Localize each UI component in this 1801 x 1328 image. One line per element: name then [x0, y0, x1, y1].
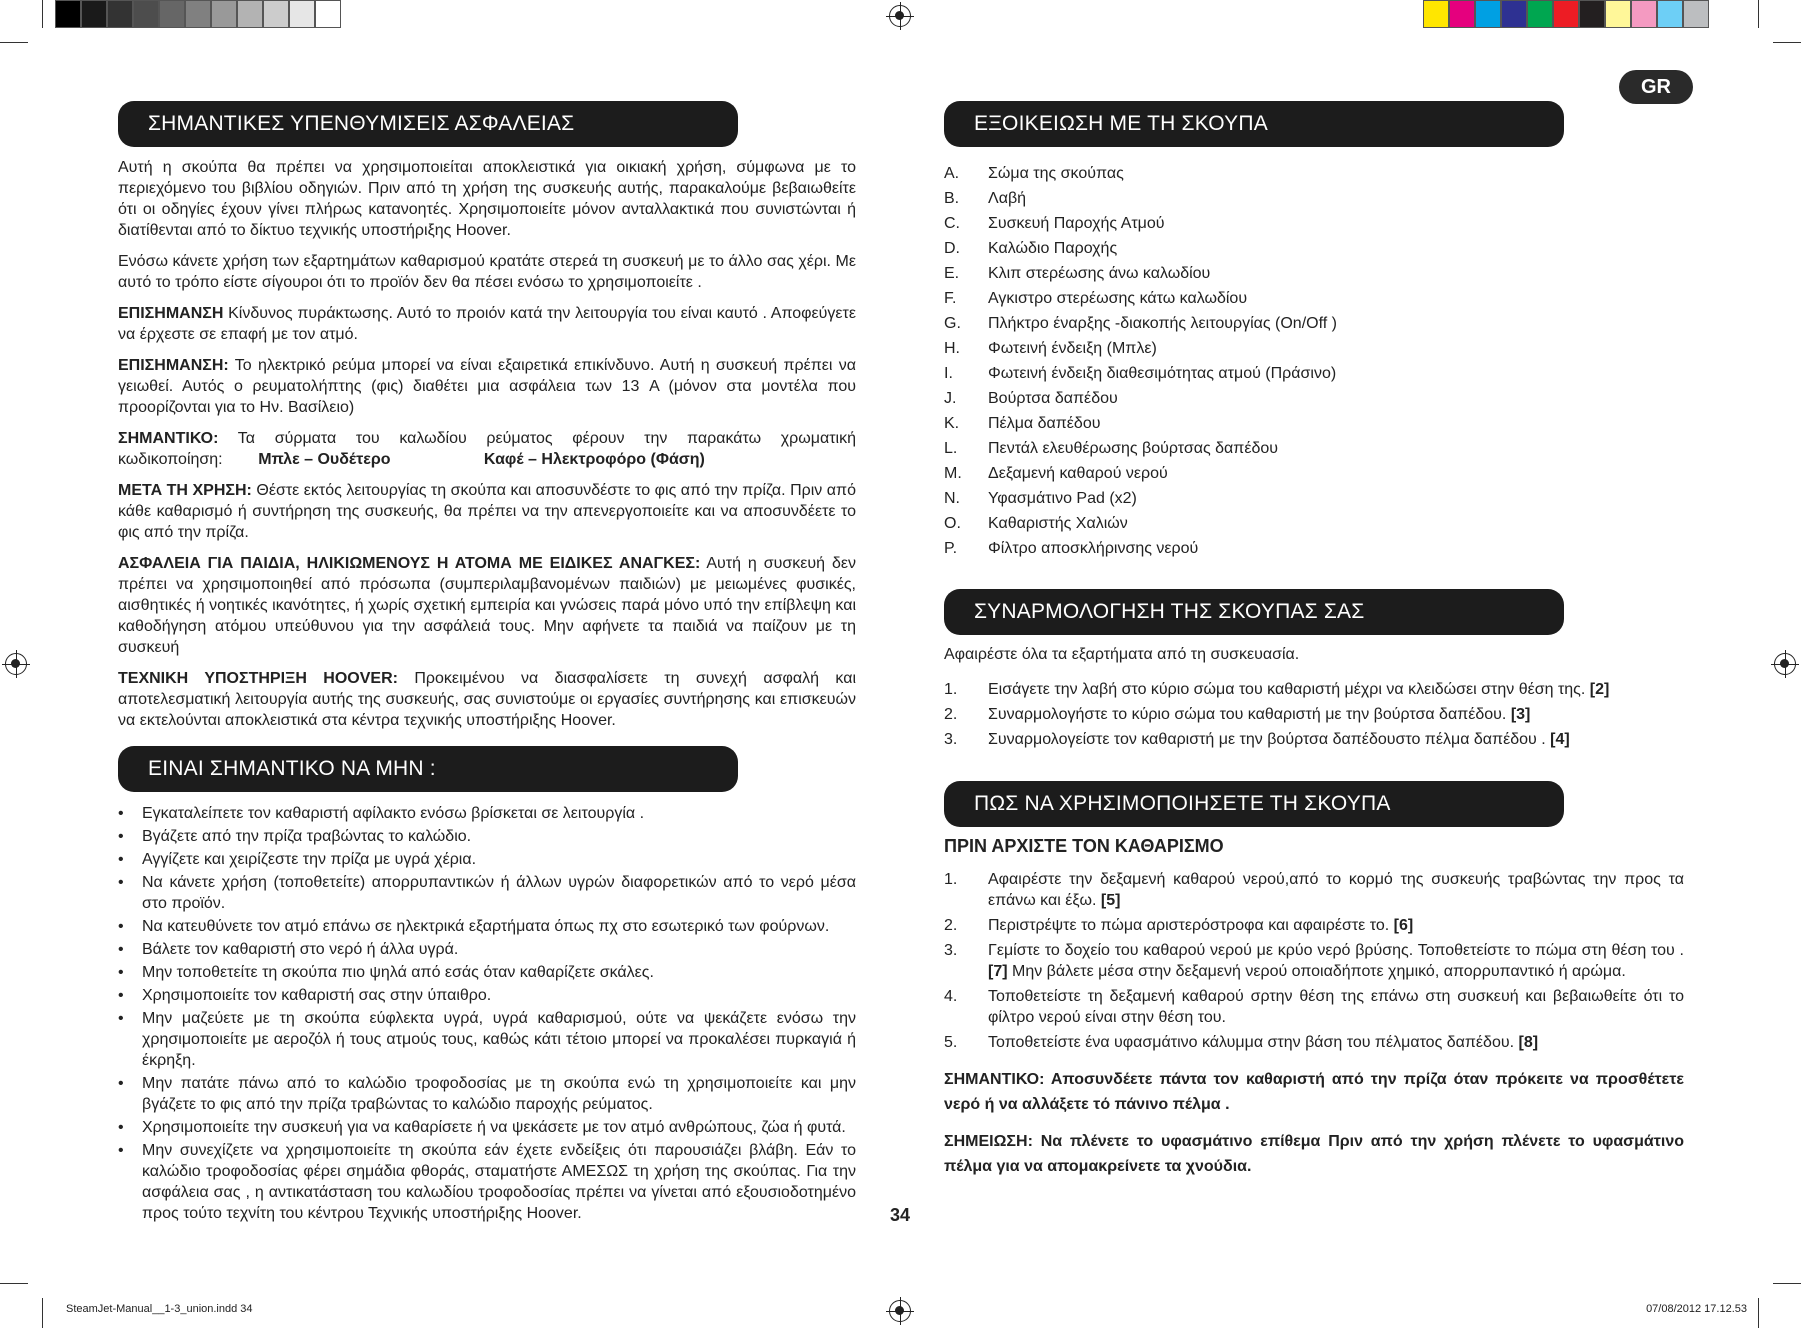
step-number: 5. — [944, 1034, 958, 1051]
paragraph-label: ΑΣΦΑΛΕΙΑ ΓΙΑ ΠΑΙΔΙΑ, ΗΛΙΚΙΩΜΕΝΟΥΣ Η ΑΤΟΜΑ ΜΕ ΕΙΔΙΚΕΣ ΑΝΑΓΚΕΣ: — [118, 555, 701, 572]
dont-list — [118, 803, 856, 1226]
color-swatch — [1683, 0, 1709, 28]
dont-list-item — [118, 985, 856, 1006]
crop-mark — [0, 1283, 28, 1284]
part-label: Πεντάλ ελευθέρωσης βούρτσας δαπέδου — [988, 440, 1279, 457]
dont-item-text: Μην πατάτε πάνω από το καλώδιο τροφοδοσίας με τη σκούπα ενώ τη χρησιμοποιείτε και μην βγάζετε το φις από την πρίζα τραβώντας το καλώδιο παροχής ρεύματος. — [142, 1075, 856, 1113]
safety-text-block — [118, 157, 856, 741]
parts-list-item — [944, 388, 1684, 409]
paragraph-text: Προκειμένου να διασφαλίσετε τη συνεχή ασφαλή και αποτελεσματική λειτουργία αυτής της συσκευής, σας συνιστούμε οι εργασίες συντήρησης και επισκευών να εκτελούνται αποκλειστικά στα κέντρα τεχνικής υποστήριξης Hoover. — [118, 670, 856, 729]
remark-note: ΣΗΜΕΙΩΣΗ: Να πλένετε το υφασμάτινο επίθεμα Πριν από την χρήση πλένετε το υφασμάτινο πέλμα για να απομακρείνετε τα χνούδια. — [944, 1133, 1684, 1175]
wire-blue-label: Μπλε – Ουδέτερο — [258, 451, 391, 468]
dont-list-item — [118, 962, 856, 983]
step-text: Αφαιρέστε την δεξαμενή καθαρού νερού,από το κορμό της συσκευής τραβώντας την προς τα επάνω και έξω. — [988, 871, 1684, 909]
safety-paragraph — [118, 355, 856, 418]
part-label: Φίλτρο αποσκλήρινσης νερού — [988, 540, 1199, 557]
crop-mark — [42, 1298, 43, 1328]
part-label: Λαβή — [988, 190, 1027, 207]
color-swatch — [1657, 0, 1683, 28]
crop-mark — [1773, 1283, 1801, 1284]
step-text: Γεμίστε το δοχείο του καθαρού νερού με κρύο νερό βρύσης. Τοποθετείστε το πώμα στη θέση του . — [988, 942, 1684, 959]
dont-list-item — [118, 916, 856, 937]
dont-list-item — [118, 803, 856, 824]
use-step — [944, 986, 1684, 1028]
safety-paragraph — [118, 553, 856, 658]
use-step — [944, 940, 1684, 982]
parts-list-item — [944, 338, 1684, 359]
color-swatch — [1527, 0, 1553, 28]
color-swatch — [185, 0, 211, 28]
use-block — [944, 836, 1684, 1191]
step-text: Τοποθετείστε ένα υφασμάτινο κάλυμμα στην βάση του πέλματος δαπέδου. — [988, 1034, 1519, 1051]
parts-list-item — [944, 488, 1684, 509]
part-label: Καθαριστής Χαλιών — [988, 515, 1128, 532]
dont-list-item — [118, 849, 856, 870]
bullet-icon: • — [118, 941, 124, 958]
safety-paragraph — [118, 668, 856, 731]
color-swatch — [1423, 0, 1449, 28]
step-number: 2. — [944, 706, 958, 723]
registration-mark-icon — [889, 5, 911, 27]
paragraph-label: ΕΠΙΣΗΜΑΝΣΗ — [118, 305, 224, 322]
parts-list — [944, 163, 1684, 563]
use-step — [944, 915, 1684, 936]
parts-list-item — [944, 313, 1684, 334]
bullet-icon: • — [118, 918, 124, 935]
step-text: Συναρμολογείστε τον καθαριστή με την βούρτσα δαπέδουστο πέλμα δαπέδου . — [988, 731, 1551, 748]
dont-list-item — [118, 1117, 856, 1138]
dont-list-item — [118, 826, 856, 847]
paragraph-label: ΜΕΤΑ ΤΗ ΧΡΗΣΗ: — [118, 482, 252, 499]
paragraph-text: Κίνδυνος πυράκτωσης. Αυτό το προιόν κατά την λειτουργία του είναι καυτό . Αποφεύγετε να έρχεστε σε επαφή με τον ατμό. — [118, 305, 856, 343]
assembly-section-title: ΣΥΝΑΡΜΟΛΟΓΗΣΗ ΤΗΣ ΣΚΟΥΠΑΣ ΣΑΣ — [944, 589, 1564, 635]
dont-list-item — [118, 1008, 856, 1071]
important-note: ΣΗΜΑΝΤΙΚΟ: Αποσυνδέετε πάντα τον καθαριστή από την πρίζα όταν πρόκειτε να προσθέτετε νερό ή να αλλάξετε τό πάνινο πέλμα . — [944, 1071, 1684, 1113]
figure-ref: [6] — [1393, 917, 1414, 934]
color-swatch — [1579, 0, 1605, 28]
use-step — [944, 869, 1684, 911]
crop-mark — [1758, 1298, 1759, 1328]
paragraph-label: ΣΗΜΑΝΤΙΚΟ: — [118, 430, 219, 447]
footer-file-name: SteamJet-Manual__1-3_union.indd 34 — [66, 1303, 253, 1315]
color-swatch — [1475, 0, 1501, 28]
color-swatch — [55, 0, 81, 28]
wire-brown-label: Καφέ – Ηλεκτροφόρο (Φάση) — [483, 451, 705, 468]
part-key: J. — [944, 390, 957, 407]
bullet-icon: • — [118, 987, 124, 1004]
assembly-block — [944, 644, 1684, 754]
crop-mark — [42, 0, 43, 28]
parts-list-item — [944, 188, 1684, 209]
part-key: I. — [944, 365, 953, 382]
color-swatch — [1631, 0, 1657, 28]
figure-ref: [4] — [1550, 731, 1570, 748]
dont-section-title: ΕΙΝΑΙ ΣΗΜΑΝΤΙΚΟ ΝΑ ΜΗΝ : — [118, 746, 738, 792]
registration-mark-icon — [5, 653, 27, 675]
step-number: 2. — [944, 917, 958, 934]
footer-timestamp: 07/08/2012 17.12.53 — [1646, 1303, 1747, 1315]
assembly-steps — [944, 679, 1684, 750]
grayscale-color-bar — [55, 0, 341, 30]
part-label: Φωτεινή ένδειξη διαθεσιμότητας ατμού (Πράσινο) — [988, 365, 1337, 382]
part-label: Συσκευή Παροχής Ατμού — [988, 215, 1165, 232]
assembly-step — [944, 679, 1684, 700]
before-cleaning-heading: ΠΡΙΝ ΑΡΧΙΣΤΕ ΤΟΝ ΚΑΘΑΡΙΣΜΟ — [944, 836, 1224, 856]
part-label: Φωτεινή ένδειξη (Μπλε) — [988, 340, 1157, 357]
dont-list-item — [118, 1140, 856, 1224]
color-swatch — [1553, 0, 1579, 28]
bullet-icon: • — [118, 828, 124, 845]
color-swatch — [133, 0, 159, 28]
language-badge: GR — [1619, 70, 1693, 104]
bullet-icon: • — [118, 1075, 124, 1092]
dont-item-text: Μην μαζεύετε με τη σκούπα εύφλεκτα υγρά, υγρά καθαρισμού, ούτε να ψεκάζετε ενόσω την χρησιμοποιείτε με αεροζόλ ή τους ατμούς τους, καθώς κάτι τέτοιο μπορεί να προκαλέσει πυρκαγιά ή έκρηξη. — [142, 1010, 856, 1069]
color-swatch — [315, 0, 341, 28]
dont-item-text: Εγκαταλείπετε τον καθαριστή αφίλακτο ενόσω βρίσκεται σε λειτουργία . — [142, 805, 645, 822]
dont-item-text: Βγάζετε από την πρίζα τραβώντας το καλώδιο. — [142, 828, 472, 845]
parts-list-item — [944, 263, 1684, 284]
dont-list-item — [118, 1073, 856, 1115]
part-label: Αγκιστρο στερέωσης κάτω καλωδίου — [988, 290, 1248, 307]
bullet-icon: • — [118, 1010, 124, 1027]
bullet-icon: • — [118, 874, 124, 891]
paragraph-text: Θέστε εκτός λειτουργίας τη σκούπα και αποσυνδέστε το φις από την πρίζα. Πριν από κάθε καθαρισμό ή συντήρηση της συσκευής, θα πρέπει να την απενεργοποιείτε και να αποσυνδέετε το φις από την πρίζα. — [118, 482, 856, 541]
color-swatch — [1449, 0, 1475, 28]
parts-list-item — [944, 538, 1684, 559]
bullet-icon: • — [118, 805, 124, 822]
figure-ref: [5] — [1100, 892, 1121, 909]
part-label: Δεξαμενή καθαρού νερού — [988, 465, 1168, 482]
crop-mark — [1758, 0, 1759, 28]
paragraph-text: Αυτή η συσκευή δεν πρέπει να χρησιμοποιηθεί από πρόσωπα (συμπεριλαμβανομένων παιδιών) με μειωμένες φυσικές, αισθητικές ή νοητικές ικανότητες, ή χωρίς σχετική εμπειρία και γνώσεις παρά μόνο υπό την επίβλεψη και καθοδήγηση ατόμου υπεύθυνου για την ασφάλειά τους. Μην αφήνετε τα παιδιά να παίζουν με τη συσκευή — [118, 555, 856, 656]
crop-mark — [0, 42, 28, 43]
parts-list-item — [944, 413, 1684, 434]
part-key: O. — [944, 515, 961, 532]
part-key: B. — [944, 190, 960, 207]
parts-section-title: ΕΞΟΙΚΕΙΩΣΗ ΜΕ ΤΗ ΣΚΟΥΠΑ — [944, 101, 1564, 147]
figure-ref: [2] — [1589, 681, 1610, 698]
figure-ref: [3] — [1510, 706, 1531, 723]
part-label: Πλήκτρο έναρξης -διακοπής λειτουργίας (On/Off ) — [988, 315, 1337, 332]
figure-ref: [7] — [988, 963, 1008, 980]
color-swatch — [289, 0, 315, 28]
part-key: P. — [944, 540, 958, 557]
step-number: 4. — [944, 988, 958, 1005]
registration-mark-icon — [889, 1300, 911, 1322]
color-swatch — [1605, 0, 1631, 28]
part-label: Κλιπ στερέωσης άνω καλωδίου — [988, 265, 1211, 282]
step-text: Εισάγετε την λαβή στο κύριο σώμα του καθαριστή μέχρι να κλειδώσει στην θέση της. — [988, 681, 1590, 698]
paragraph-label: ΕΠΙΣΗΜΑΝΣΗ: — [118, 357, 229, 374]
use-step — [944, 1032, 1684, 1053]
color-swatch — [237, 0, 263, 28]
part-key: K. — [944, 415, 960, 432]
assembly-intro: Αφαιρέστε όλα τα εξαρτήματα από τη συσκευασία. — [944, 646, 1300, 663]
part-key: E. — [944, 265, 960, 282]
part-key: C. — [944, 215, 960, 232]
color-swatch — [211, 0, 237, 28]
part-key: G. — [944, 315, 961, 332]
crop-mark — [1773, 42, 1801, 43]
bullet-icon: • — [118, 1142, 124, 1159]
dont-list-item — [118, 872, 856, 914]
part-key: L. — [944, 440, 958, 457]
dont-item-text: Αγγίζετε και χειρίζεστε την πρίζα με υγρά χέρια. — [142, 851, 477, 868]
paragraph-label: ΤΕΧΝΙΚΗ ΥΠΟΣΤΗΡΙΞΗ HOOVER: — [118, 670, 398, 687]
part-label: Σώμα της σκούπας — [988, 165, 1124, 182]
parts-list-item — [944, 513, 1684, 534]
part-label: Βούρτσα δαπέδου — [988, 390, 1118, 407]
safety-paragraph — [118, 303, 856, 345]
parts-list-item — [944, 363, 1684, 384]
safety-paragraph — [118, 480, 856, 543]
parts-list-item — [944, 463, 1684, 484]
registration-mark-icon — [1774, 653, 1796, 675]
step-number: 1. — [944, 681, 958, 698]
parts-list-item — [944, 438, 1684, 459]
part-key: A. — [944, 165, 960, 182]
paragraph-text: Τα σύρματα του καλωδίου ρεύματος φέρουν την παρακάτω χρωματική κωδικοποίηση: — [118, 430, 856, 468]
step-number: 1. — [944, 871, 958, 888]
safety-paragraph — [118, 428, 856, 470]
page-number: 34 — [889, 1205, 911, 1225]
dont-item-text: Να κατευθύνετε τον ατμό επάνω σε ηλεκτρικά εξαρτήματα όπως πχ στο εσωτερικό των φούρνων. — [142, 918, 830, 935]
step-text: Περιστρέψτε το πώμα αριστερόστροφα και αφαιρέστε το. — [988, 917, 1394, 934]
assembly-step — [944, 729, 1684, 750]
dont-item-text: Μην συνεχίζετε να χρησιμοποιείτε τη σκούπα εάν έχετε ενδείξεις ότι παρουσιάζει βλάβη. Εάν το καλώδιο τροφοδοσίας φέρει σημάδια φθοράς, σταματήστε ΑΜΕΣΩΣ τη χρήση της σκούπας. Για την ασφάλεια σας , η αντικατάσταση του καλωδίου τροφοδοσίας πρέπει να γίνεται από εξουσιοδοτημένο προς τούτο τεχνίτη του κέντρου Τεχνικής υποστήριξης Hoover. — [142, 1142, 856, 1222]
parts-list-item — [944, 163, 1684, 184]
part-key: D. — [944, 240, 960, 257]
step-text: Συναρμολογήστε το κύριο σώμα του καθαριστή με την βούρτσα δαπέδου. — [988, 706, 1511, 723]
color-swatch — [107, 0, 133, 28]
dont-item-text: Να κάνετε χρήση (τοποθετείτε) απορρυπαντικών ή άλλων υγρών διαφορετικών από το νερό μέσα στο προϊόν. — [142, 874, 856, 912]
step-number: 3. — [944, 942, 958, 959]
dont-item-text: Μην τοποθετείτε τη σκούπα πιο ψηλά από εσάς όταν καθαρίζετε σκάλες. — [142, 964, 654, 981]
part-key: H. — [944, 340, 960, 357]
bullet-icon: • — [118, 964, 124, 981]
bullet-icon: • — [118, 851, 124, 868]
parts-list-item — [944, 288, 1684, 309]
part-label: Καλώδιο Παροχής — [988, 240, 1118, 257]
color-swatch — [1501, 0, 1527, 28]
part-key: M. — [944, 465, 962, 482]
part-key: F. — [944, 290, 957, 307]
step-number: 3. — [944, 731, 958, 748]
bullet-icon: • — [118, 1119, 124, 1136]
parts-list-item — [944, 213, 1684, 234]
color-swatch — [159, 0, 185, 28]
use-steps — [944, 869, 1684, 1053]
part-label: Υφασμάτινο Pad (x2) — [988, 490, 1137, 507]
safety-paragraph: Ενόσω κάνετε χρήση των εξαρτημάτων καθαρισμού κρατάτε στερεά τη συσκευή με το άλλο σας χέρι. Με αυτό το τρόπο είστε σίγουροι ότι το προϊόν δεν θα πέσει ενόσω το χρησιμοποιείτε . — [118, 253, 856, 291]
dont-item-text: Χρησιμοποιείτε την συσκευή για να καθαρίσετε ή να ψεκάσετε με τον ατμό ανθρώπους, ζώα ή φυτά. — [142, 1119, 846, 1136]
paragraph-text: Το ηλεκτρικό ρεύμα μπορεί να είναι εξαιρετικά επικίνδυνο. Αυτή η συσκευή πρέπει να γειωθεί. Αυτός ο ρευματολήπτης (φις) διαθέτει μια ασφάλεια των 13 A (μόνον στα μοντέλα που προορίζονται για το Ην. Βασίλειο) — [118, 357, 856, 416]
part-label: Πέλμα δαπέδου — [988, 415, 1101, 432]
dont-list-item — [118, 939, 856, 960]
step-text-after: Μην βάλετε μέσα στην δεξαμενή νερού οποιαδήποτε χημικό, απορρυπαντικό ή αρώμα. — [1007, 963, 1626, 980]
step-text: Τοποθετείστε τη δεξαμενή καθαρού σρτην θέση της επάνω στη συσκευή και βεβαιωθείτε ότι το φίλτρο νερού είναι στην θέση του. — [988, 988, 1684, 1026]
color-swatch — [81, 0, 107, 28]
safety-paragraph: Αυτή η σκούπα θα πρέπει να χρησιμοποιείται αποκλειστικά για οικιακή χρήση, σύμφωνα με το περιεχόμενο του βιβλίου οδηγιών. Πριν από τη χρήση της συσκευής αυτής, παρακαλούμε βεβαιωθείτε ότι οι οδηγίες έχουν γίνει πλήρως κατανοητές. Χρησιμοποιείτε μόνον ανταλλακτικά που συνιστώνται ή διατίθενται από το δίκτυο τεχνικής υποστήριξης Hoover. — [118, 159, 856, 239]
process-color-bar — [1423, 0, 1709, 30]
safety-section-title: ΣΗΜΑΝΤΙΚΕΣ ΥΠΕΝΘΥΜΙΣΕΙΣ ΑΣΦΑΛΕΙΑΣ — [118, 101, 738, 147]
parts-list-item — [944, 238, 1684, 259]
dont-item-text: Χρησιμοποιείτε τον καθαριστή σας στην ύπαιθρο. — [142, 987, 492, 1004]
part-key: N. — [944, 490, 960, 507]
dont-item-text: Βάλετε τον καθαριστή στο νερό ή άλλα υγρά. — [142, 941, 459, 958]
assembly-step — [944, 704, 1684, 725]
figure-ref: [8] — [1518, 1034, 1539, 1051]
color-swatch — [263, 0, 289, 28]
use-section-title: ΠΩΣ ΝΑ ΧΡΗΣΙΜΟΠΟΙΗΣΕΤΕ ΤΗ ΣΚΟΥΠΑ — [944, 781, 1564, 827]
